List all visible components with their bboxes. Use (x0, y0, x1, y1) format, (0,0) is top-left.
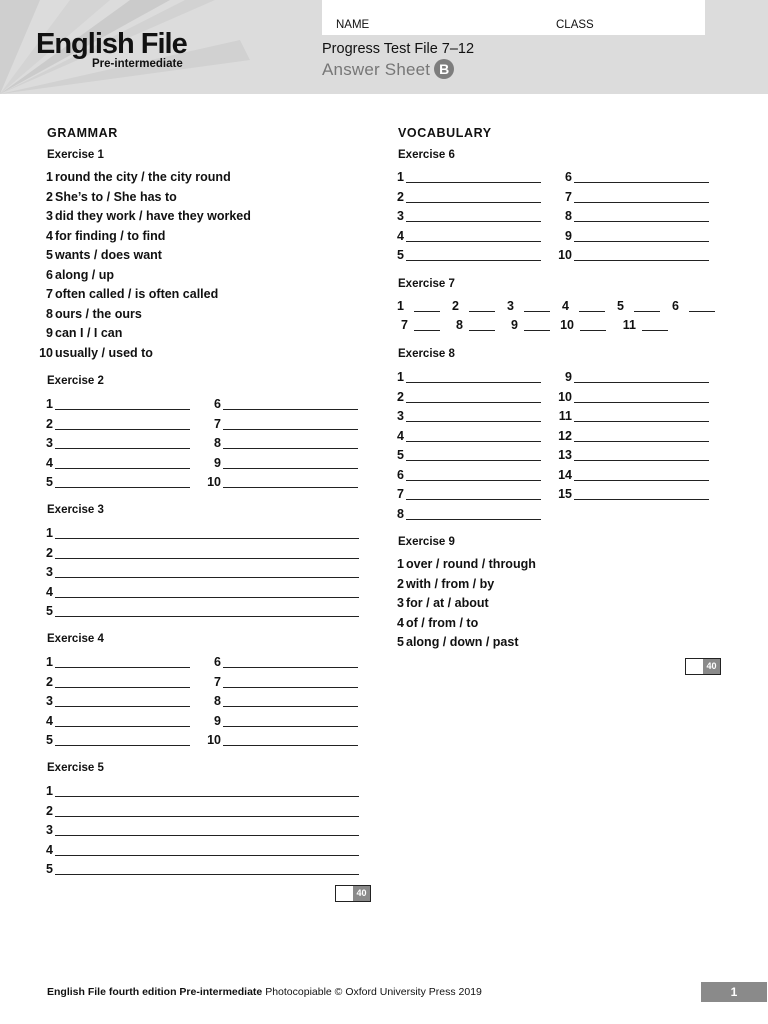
logo-subtitle: Pre-intermediate (92, 58, 183, 70)
footer-copyright: Photocopiable © Oxford University Press 2019 (262, 986, 482, 998)
item-number: 4 (397, 428, 404, 443)
item-number: 4 (46, 228, 53, 243)
item-number: 5 (397, 635, 404, 649)
answer-line[interactable] (55, 706, 190, 707)
item-number: 10 (39, 345, 53, 360)
item-number: 7 (397, 487, 404, 501)
item-number: 8 (565, 209, 572, 223)
answer-choice-text: wants / does want (55, 248, 162, 262)
answer-line[interactable] (55, 538, 359, 539)
answer-line[interactable] (574, 499, 709, 500)
item-number: 9 (565, 370, 572, 384)
exercise-4-title: Exercise 4 (47, 633, 104, 645)
test-title: Progress Test File 7–12 (322, 41, 475, 57)
answer-line[interactable] (55, 816, 359, 817)
exercise-6-title: Exercise 6 (398, 149, 455, 161)
item-number: 3 (46, 694, 53, 708)
answer-line[interactable] (414, 311, 440, 312)
item-number: 5 (397, 448, 404, 462)
item-number: 1 (46, 526, 53, 540)
footer-credit (47, 986, 482, 998)
answer-choice-text: over / round / through (406, 557, 536, 571)
answer-choice-text: usually / used to (55, 345, 153, 360)
item-number: 11 (558, 409, 572, 423)
name-class-box (322, 0, 705, 35)
answer-line[interactable] (406, 499, 541, 500)
answer-line[interactable] (574, 260, 709, 261)
item-number: 4 (46, 584, 53, 599)
item-number: 2 (397, 389, 404, 404)
exercise-3-title: Exercise 3 (47, 504, 104, 516)
answer-choice-text: ours / the ours (55, 306, 142, 321)
answer-line[interactable] (223, 667, 358, 668)
item-number: 2 (46, 189, 53, 204)
name-label: NAME (336, 19, 370, 31)
item-number: 5 (46, 862, 53, 876)
item-number: 13 (558, 448, 572, 462)
item-number: 6 (46, 267, 53, 282)
item-number: 5 (617, 299, 624, 313)
answer-line[interactable] (524, 311, 550, 312)
item-number: 8 (46, 306, 53, 321)
item-number: 3 (46, 823, 53, 837)
exercise-2-title: Exercise 2 (47, 375, 104, 387)
answer-choice-text: along / up (55, 267, 115, 282)
answer-line[interactable] (406, 480, 541, 481)
item-number: 5 (397, 248, 404, 262)
item-number: 1 (46, 784, 53, 798)
answer-line[interactable] (55, 745, 190, 746)
answer-line[interactable] (574, 402, 709, 403)
item-number: 9 (46, 326, 53, 340)
answer-choice-text: did they work / have they worked (55, 209, 251, 223)
answer-line[interactable] (223, 429, 358, 430)
item-number: 4 (397, 228, 404, 243)
answer-line[interactable] (406, 382, 541, 383)
item-number: 1 (397, 299, 404, 313)
item-number: 3 (46, 565, 53, 579)
item-number: 5 (46, 604, 53, 618)
exercise-8-title: Exercise 8 (398, 348, 455, 360)
exercise-5-title: Exercise 5 (47, 762, 104, 774)
answer-line[interactable] (574, 221, 709, 222)
answer-line[interactable] (574, 480, 709, 481)
item-number: 5 (46, 248, 53, 262)
answer-line[interactable] (223, 706, 358, 707)
answer-line[interactable] (55, 577, 359, 578)
answer-line[interactable] (634, 311, 660, 312)
answer-line[interactable] (223, 448, 358, 449)
item-number: 8 (456, 318, 463, 332)
item-number: 7 (46, 287, 53, 301)
answer-line[interactable] (406, 241, 541, 242)
answer-choice-text: along / down / past (406, 635, 519, 649)
item-number: 10 (558, 248, 572, 262)
answer-line[interactable] (642, 330, 668, 331)
answer-line[interactable] (406, 260, 541, 261)
item-number: 8 (397, 506, 404, 521)
answer-line[interactable] (406, 441, 541, 442)
footer-book-title: English File fourth edition Pre-intermediate (47, 986, 263, 998)
answer-line[interactable] (406, 460, 541, 461)
item-number: 6 (214, 655, 221, 669)
answer-line[interactable] (406, 421, 541, 422)
answer-choice-text: for / at / about (406, 596, 489, 610)
answer-line[interactable] (55, 667, 190, 668)
answer-line[interactable] (414, 330, 440, 331)
item-number: 6 (672, 299, 679, 313)
answer-line[interactable] (55, 429, 190, 430)
item-number: 6 (214, 397, 221, 411)
page-number: 1 (701, 982, 767, 1002)
item-number: 2 (46, 545, 53, 560)
answer-line[interactable] (406, 182, 541, 183)
item-number: 4 (46, 713, 53, 728)
item-number: 2 (46, 416, 53, 431)
answer-line[interactable] (579, 311, 605, 312)
answer-line[interactable] (55, 409, 190, 410)
answer-line[interactable] (574, 441, 709, 442)
answer-line[interactable] (55, 558, 359, 559)
item-number: 9 (214, 455, 221, 470)
item-number: 2 (397, 576, 404, 591)
grammar-heading: GRAMMAR (47, 126, 118, 140)
item-number: 15 (558, 487, 572, 501)
answer-line[interactable] (223, 468, 358, 469)
item-number: 3 (46, 209, 53, 223)
exercise-7-title: Exercise 7 (398, 278, 455, 290)
item-number: 4 (397, 615, 404, 630)
item-number: 8 (214, 436, 221, 450)
item-number: 2 (397, 189, 404, 204)
vocabulary-score-total: 40 (703, 659, 720, 674)
answer-line[interactable] (524, 330, 550, 331)
item-number: 10 (207, 733, 221, 747)
answer-line[interactable] (574, 382, 709, 383)
item-number: 1 (46, 397, 53, 411)
answer-line[interactable] (55, 855, 359, 856)
item-number: 7 (214, 416, 221, 431)
item-number: 9 (511, 318, 518, 332)
item-number: 4 (562, 299, 569, 313)
answer-line[interactable] (406, 519, 541, 520)
item-number: 3 (397, 209, 404, 223)
version-badge: B (434, 59, 454, 79)
answer-choice-text: can I / I can (55, 326, 123, 340)
grammar-score-total: 40 (353, 886, 370, 901)
item-number: 5 (46, 475, 53, 489)
item-number: 1 (397, 370, 404, 384)
answer-line[interactable] (55, 835, 359, 836)
item-number: 10 (558, 389, 572, 404)
answer-line[interactable] (223, 487, 358, 488)
answer-line[interactable] (574, 421, 709, 422)
answer-line[interactable] (55, 597, 359, 598)
answer-line[interactable] (574, 460, 709, 461)
vocabulary-heading: VOCABULARY (398, 126, 492, 140)
answer-line[interactable] (223, 409, 358, 410)
answer-line[interactable] (223, 687, 358, 688)
answer-line[interactable] (223, 745, 358, 746)
answer-line[interactable] (223, 726, 358, 727)
vocabulary-score-box[interactable] (685, 658, 721, 675)
answer-line[interactable] (406, 202, 541, 203)
exercise-1-title: Exercise 1 (47, 149, 104, 161)
answer-line[interactable] (55, 487, 190, 488)
item-number: 2 (452, 299, 459, 313)
item-number: 3 (397, 596, 404, 610)
item-number: 6 (565, 170, 572, 184)
item-number: 3 (46, 436, 53, 450)
item-number: 7 (565, 189, 572, 204)
answer-line[interactable] (574, 241, 709, 242)
item-number: 9 (565, 228, 572, 243)
item-number: 6 (397, 467, 404, 482)
answer-choice-text: round the city / the city round (55, 170, 231, 184)
answer-line[interactable] (469, 330, 495, 331)
item-number: 7 (401, 318, 408, 332)
answer-line[interactable] (406, 402, 541, 403)
answer-line[interactable] (469, 311, 495, 312)
item-number: 2 (46, 803, 53, 818)
item-number: 3 (507, 299, 514, 313)
answer-line[interactable] (55, 468, 190, 469)
answer-choice-text: of / from / to (406, 615, 479, 630)
answer-choice-text: for finding / to find (55, 228, 166, 243)
answer-choice-text: with / from / by (406, 576, 495, 591)
item-number: 1 (46, 170, 53, 184)
item-number: 3 (397, 409, 404, 423)
page-header (0, 0, 768, 94)
answer-choice-text: She’s to / She has to (55, 189, 177, 204)
item-number: 8 (214, 694, 221, 708)
item-number: 4 (46, 455, 53, 470)
exercise-9-title: Exercise 9 (398, 536, 455, 548)
answer-choice-text: often called / is often called (55, 287, 219, 301)
answer-line[interactable] (55, 874, 359, 875)
item-number: 1 (397, 557, 404, 571)
item-number: 1 (397, 170, 404, 184)
answer-line[interactable] (55, 726, 190, 727)
item-number: 2 (46, 674, 53, 689)
answer-line[interactable] (55, 796, 359, 797)
item-number: 11 (622, 318, 636, 332)
logo-title: English File (36, 28, 187, 60)
item-number: 9 (214, 713, 221, 728)
item-number: 14 (558, 467, 572, 482)
answer-line[interactable] (574, 202, 709, 203)
class-label: CLASS (556, 19, 594, 31)
answer-line[interactable] (574, 182, 709, 183)
item-number: 5 (46, 733, 53, 747)
answer-line[interactable] (580, 330, 606, 331)
item-number: 10 (207, 475, 221, 489)
sheet-title (322, 59, 454, 80)
answer-line[interactable] (689, 311, 715, 312)
item-number: 12 (558, 428, 572, 443)
item-number: 10 (560, 318, 574, 332)
item-number: 7 (214, 674, 221, 689)
answer-line[interactable] (406, 221, 541, 222)
grammar-score-box[interactable] (335, 885, 371, 902)
answer-line[interactable] (55, 616, 359, 617)
item-number: 4 (46, 842, 53, 857)
answer-line[interactable] (55, 448, 190, 449)
answer-line[interactable] (55, 687, 190, 688)
sheet-title-text: Answer Sheet (322, 60, 431, 79)
item-number: 1 (46, 655, 53, 669)
